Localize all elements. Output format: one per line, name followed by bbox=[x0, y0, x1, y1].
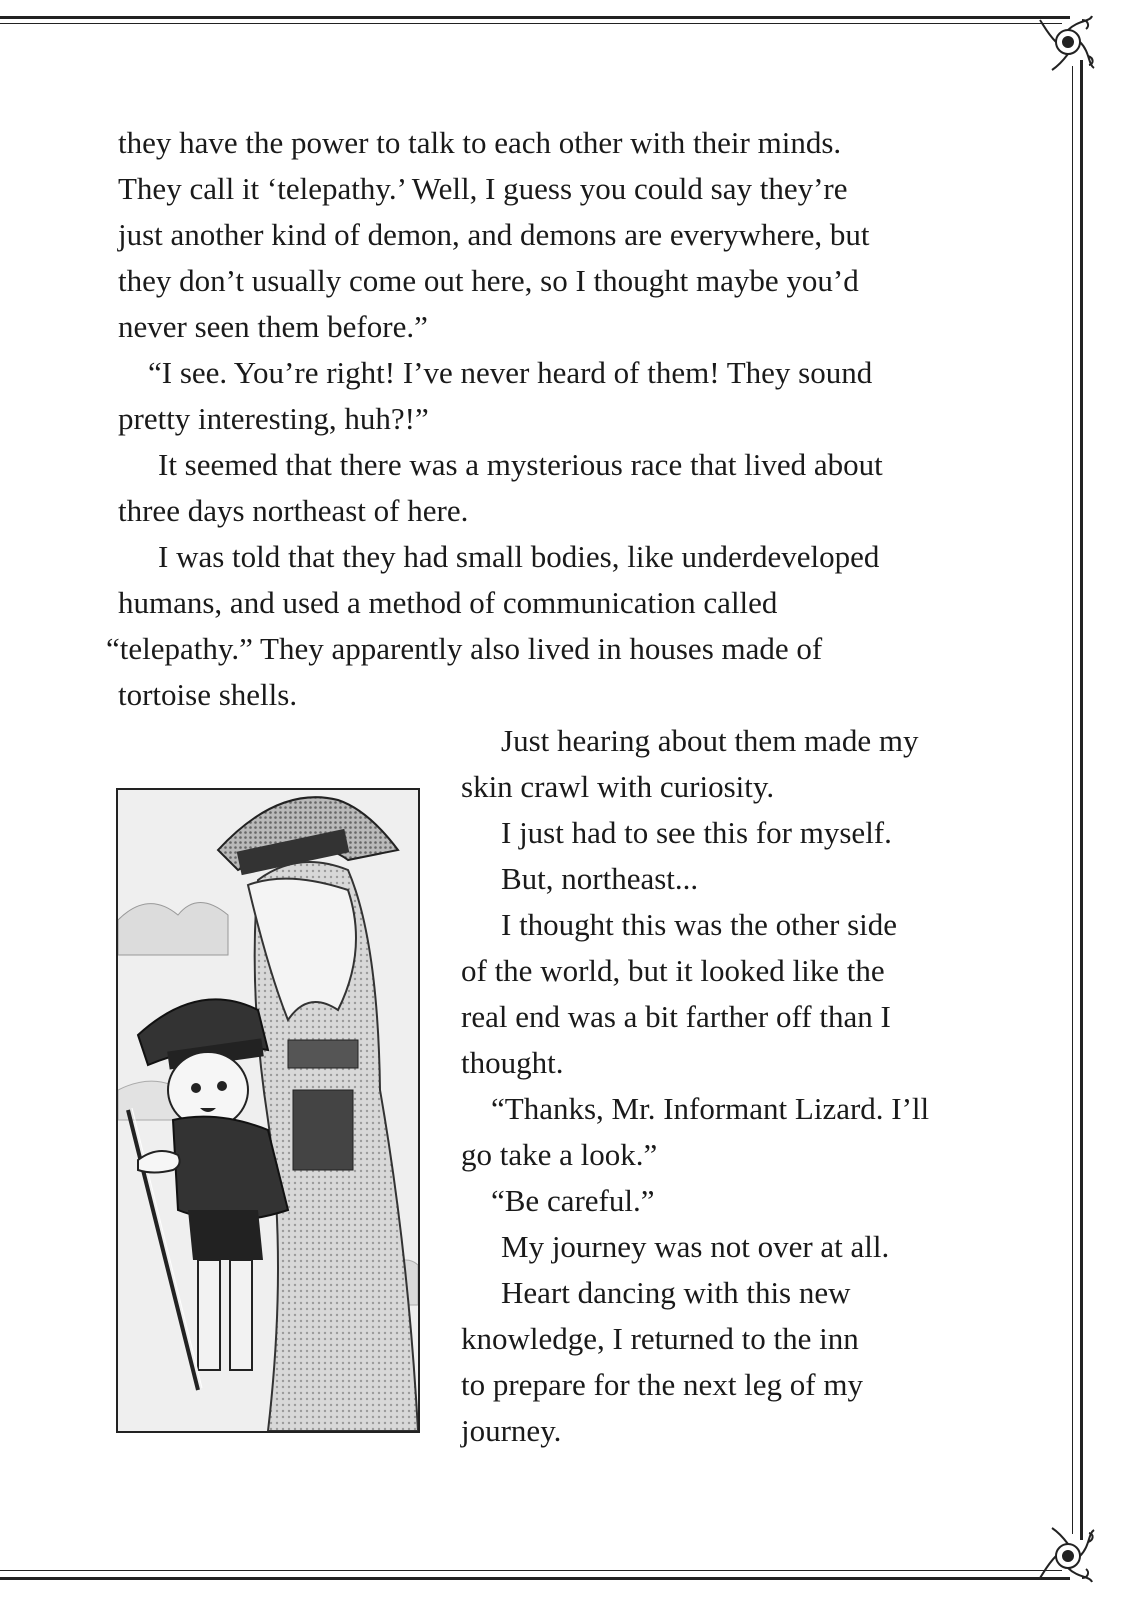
text-line: Heart dancing with this new bbox=[501, 1275, 851, 1310]
text-line: tortoise shells. bbox=[118, 677, 298, 712]
text-line: skin crawl with curiosity. bbox=[461, 769, 775, 804]
text-line: I thought this was the other side bbox=[501, 907, 898, 942]
frame-border-right-inner bbox=[1072, 66, 1073, 1534]
text-line: knowledge, I returned to the inn bbox=[461, 1321, 859, 1356]
text-line: go take a look.” bbox=[461, 1137, 658, 1172]
text-line: journey. bbox=[461, 1413, 562, 1448]
text-line: “Thanks, Mr. Informant Lizard. I’ll bbox=[491, 1091, 930, 1126]
body-text-top bbox=[106, 120, 1018, 718]
text-line: they have the power to talk to each other with their minds. bbox=[118, 125, 842, 160]
text-line: real end was a bit farther off than I bbox=[461, 999, 891, 1034]
witch-characters-illustration-icon bbox=[118, 790, 418, 1431]
text-line: I was told that they had small bodies, like underdeveloped bbox=[158, 539, 880, 574]
text-line: “telepathy.” They apparently also lived in houses made of bbox=[106, 631, 823, 666]
text-line: of the world, but it looked like the bbox=[461, 953, 885, 988]
corner-ornament-bottom-right-icon bbox=[1038, 1526, 1098, 1586]
frame-border-bottom-inner bbox=[0, 1570, 1062, 1571]
text-line: pretty interesting, huh?!” bbox=[118, 401, 429, 436]
text-line: I just had to see this for myself. bbox=[501, 815, 892, 850]
text-line: “Be careful.” bbox=[491, 1183, 655, 1218]
text-line: Just hearing about them made my bbox=[501, 723, 919, 758]
text-line: But, northeast... bbox=[501, 861, 699, 896]
text-line: they don’t usually come out here, so I thought maybe you’d bbox=[118, 263, 859, 298]
text-line: never seen them before.” bbox=[118, 309, 428, 344]
text-line: My journey was not over at all. bbox=[501, 1229, 890, 1264]
body-text-right bbox=[461, 718, 1021, 1454]
text-line: three days northeast of here. bbox=[118, 493, 469, 528]
text-line: humans, and used a method of communication called bbox=[118, 585, 778, 620]
text-line: to prepare for the next leg of my bbox=[461, 1367, 863, 1402]
text-line: thought. bbox=[461, 1045, 564, 1080]
frame-border-bottom bbox=[0, 1577, 1070, 1580]
frame-border-top-inner bbox=[0, 23, 1062, 24]
corner-ornament-top-right-icon bbox=[1038, 12, 1098, 72]
frame-border-top bbox=[0, 16, 1070, 19]
text-line: “I see. You’re right! I’ve never heard of them! They sound bbox=[148, 355, 873, 390]
text-line: just another kind of demon, and demons are everywhere, but bbox=[118, 217, 870, 252]
frame-border-right bbox=[1080, 60, 1083, 1540]
text-line: It seemed that there was a mysterious race that lived about bbox=[158, 447, 883, 482]
text-line: They call it ‘telepathy.’ Well, I guess you could say they’re bbox=[118, 171, 848, 206]
illustration-panel bbox=[116, 788, 420, 1433]
